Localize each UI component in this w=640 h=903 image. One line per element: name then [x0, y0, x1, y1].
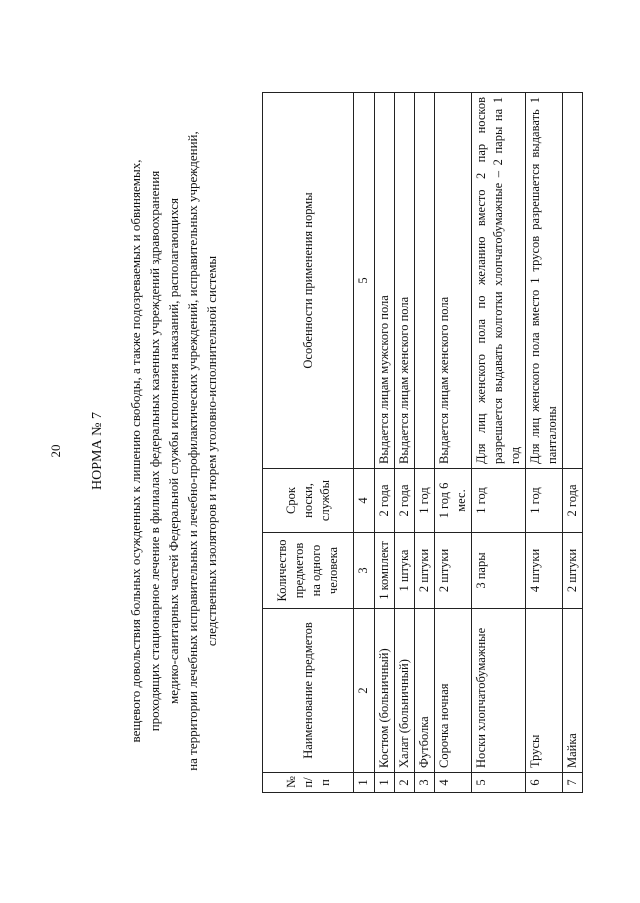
item-name: Костюм (больничный)	[375, 609, 395, 773]
heading-line: следственных изоляторов и тюрем уголовно-исполнительной системы	[204, 255, 219, 647]
header-wear-term: Срок носки, службы	[263, 469, 354, 533]
item-term: 1 год	[415, 469, 435, 533]
item-name: Сорочка ночная	[435, 609, 472, 773]
item-name: Футболка	[415, 609, 435, 773]
item-term: 1 год	[472, 469, 526, 533]
heading-line: на территории лечебных исправительных и лечебно-профилактических учреждений, исправительных учреждений,	[185, 131, 200, 771]
header-number: № п/п	[263, 773, 354, 793]
table-row	[472, 93, 526, 793]
item-quantity: 2 штуки	[435, 533, 472, 609]
item-note: Выдается лицам женского пола	[435, 93, 472, 469]
column-number: 3	[354, 533, 375, 609]
item-name: Трусы	[526, 609, 563, 773]
heading-line: проходящих стационарное лечение в филиалах федеральных казенных учреждений здравоохранения	[147, 170, 162, 732]
item-name: Майка	[563, 609, 583, 773]
item-name: Халат (больничный)	[395, 609, 415, 773]
item-term: 2 года	[563, 469, 583, 533]
column-number: 5	[354, 93, 375, 469]
table-row	[563, 93, 583, 793]
column-number-row	[354, 93, 375, 793]
row-number: 4	[435, 773, 472, 793]
item-quantity: 2 штуки	[563, 533, 583, 609]
item-term: 1 год 6 мес.	[435, 469, 472, 533]
item-note: Для лиц женского пола вместо 1 трусов разрешается выдавать 1 панталоны	[526, 93, 563, 469]
row-number: 3	[415, 773, 435, 793]
heading-line: медико-санитарных частей Федеральной службы исполнения наказаний, располагающихся	[166, 198, 181, 704]
table-header-row	[263, 93, 354, 793]
item-note: Для лиц женского пола по желанию вместо 2 пар носков разрешается выдавать колготки хлопчатобумажные – 2 пары на 1 год	[472, 93, 526, 469]
table-row	[395, 93, 415, 793]
row-number: 2	[395, 773, 415, 793]
column-number: 1	[354, 773, 375, 793]
item-quantity: 3 пары	[472, 533, 526, 609]
row-number: 6	[526, 773, 563, 793]
item-quantity: 1 штука	[395, 533, 415, 609]
norm-title: НОРМА № 7	[90, 412, 105, 490]
item-term: 2 года	[395, 469, 415, 533]
page-number: 20	[48, 444, 63, 458]
row-number: 1	[375, 773, 395, 793]
header-quantity: Количество предметов на одного человека	[263, 533, 354, 609]
heading-line: вещевого довольствия больных осужденных к лишению свободы, а также подозреваемых и обвиняемых,	[128, 159, 143, 743]
column-number: 2	[354, 609, 375, 773]
norms-table	[262, 92, 583, 793]
table-row	[526, 93, 563, 793]
row-number: 5	[472, 773, 526, 793]
item-quantity: 1 комплект	[375, 533, 395, 609]
header-item-name: Наименование предметов	[263, 609, 354, 773]
item-term: 1 год	[526, 469, 563, 533]
item-note: Выдается лицам женского пола	[395, 93, 415, 469]
norm-heading	[126, 71, 221, 831]
table-row	[375, 93, 395, 793]
item-note: Выдается лицам мужского пола	[375, 93, 395, 469]
column-number: 4	[354, 469, 375, 533]
item-note	[563, 93, 583, 469]
rotated-content	[40, 71, 600, 831]
header-features: Особенности применения нормы	[263, 93, 354, 469]
table-row	[415, 93, 435, 793]
table-row	[435, 93, 472, 793]
item-quantity: 2 штуки	[415, 533, 435, 609]
row-number: 7	[563, 773, 583, 793]
item-term: 2 года	[375, 469, 395, 533]
item-note	[415, 93, 435, 469]
item-name: Носки хлопчатобумажные	[472, 609, 526, 773]
item-quantity: 4 штуки	[526, 533, 563, 609]
